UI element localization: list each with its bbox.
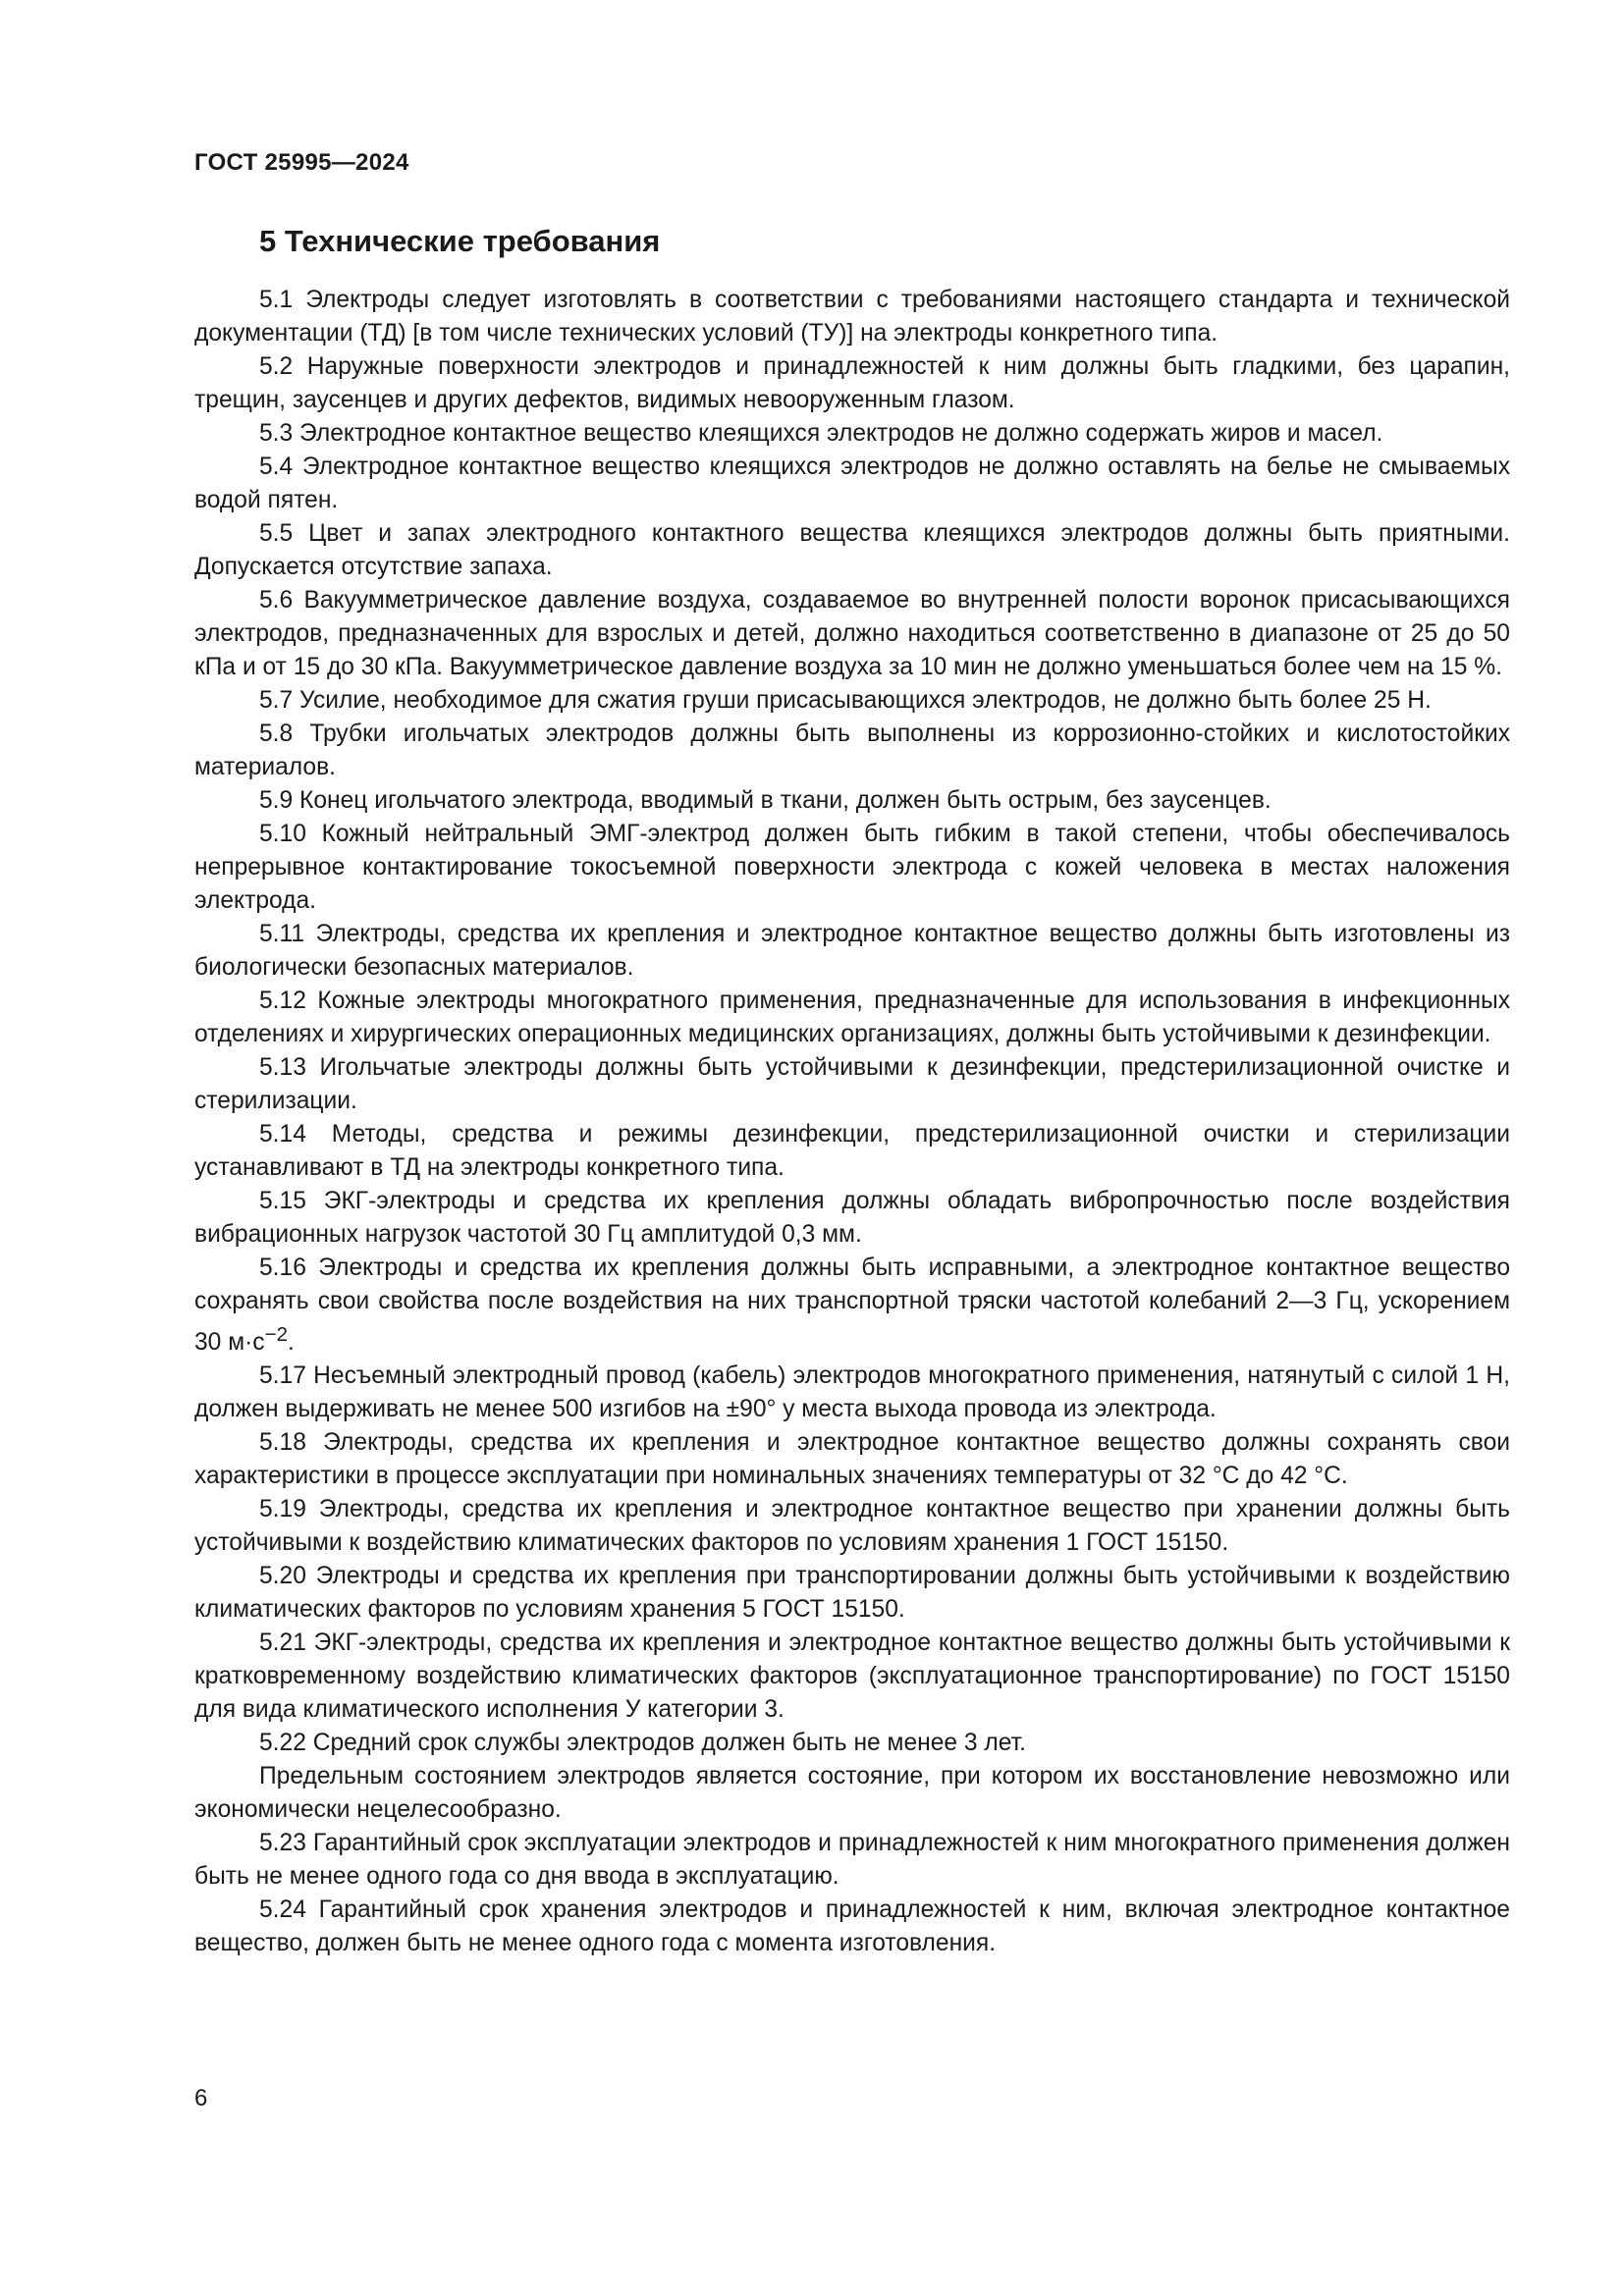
- paragraph-5-12: 5.12 Кожные электроды многократного применения, предназначенные для использования в инфекционных отделениях и хирургических операционных медицинских организациях, должны быть устойчивыми к дезинфекции.: [194, 988, 1510, 1047]
- paragraph-5-1: 5.1 Электроды следует изготовлять в соответствии с требованиями настоящего стандарта и технической документации (ТД) [в том числе технических условий (ТУ)] на электроды конкретного типа.: [194, 287, 1510, 347]
- paragraph-5-6: 5.6 Вакуумметрическое давление воздуха, создаваемое во внутренней полости воронок присасывающихся электродов, предназначенных для взрослых и детей, должно находиться соответственно в диапазоне от 25 до 50 кПа и от 15 до 30 кПа. Вакуумметрическое давление воздуха за 10 мин не должно уменьшаться более чем на 15 %.: [194, 587, 1510, 680]
- paragraph-5-5: 5.5 Цвет и запах электродного контактного вещества клеящихся электродов должны быть приятными. Допускается отсутствие запаха.: [194, 520, 1510, 580]
- paragraph-5-22-note: Предельным состоянием электродов является состояние, при котором их восстановление невозможно или экономически нецелесообразно.: [194, 1763, 1510, 1824]
- section-body: [194, 284, 1510, 1960]
- paragraph-5-13: 5.13 Игольчатые электроды должны быть устойчивыми к дезинфекции, предстерилизационной очистке и стерилизации.: [194, 1054, 1510, 1114]
- paragraph-5-17: 5.17 Несъемный электродный провод (кабель) электродов многократного применения, натянутый с силой 1 Н, должен выдерживать не менее 500 изгибов на ±90° у места выхода провода из электрода.: [194, 1362, 1510, 1423]
- paragraph-5-10: 5.10 Кожный нейтральный ЭМГ-электрод должен быть гибким в такой степени, чтобы обеспечивалось непрерывное контактирование токосъемной поверхности электрода с кожей человека в местах наложения электрода.: [194, 821, 1510, 914]
- paragraph-5-3: 5.3 Электродное контактное вещество клеящихся электродов не должно содержать жиров и масел.: [259, 420, 1383, 447]
- paragraph-5-11: 5.11 Электроды, средства их крепления и электродное контактное вещество должны быть изготовлены из биологически безопасных материалов.: [194, 921, 1510, 981]
- document-code-header: ГОСТ 25995—2024: [194, 149, 409, 176]
- paragraph-5-15: 5.15 ЭКГ-электроды и средства их крепления должны обладать вибропрочностью после воздействия вибрационных нагрузок частотой 30 Гц амплитудой 0,3 мм.: [194, 1188, 1510, 1248]
- paragraph-5-8: 5.8 Трубки игольчатых электродов должны быть выполнены из коррозионно-стойких и кислотостойких материалов.: [194, 721, 1510, 780]
- paragraph-5-16-text: 5.16 Электроды и средства их крепления должны быть исправными, а электродное контактное вещество сохранять свои свойства после воздействия на них транспортной тряски частотой колебаний 2—3 Гц, ускорением 30 м·с: [194, 1255, 1510, 1357]
- paragraph-5-22: 5.22 Средний срок службы электродов должен быть не менее 3 лет.: [259, 1730, 1026, 1757]
- paragraph-5-24: 5.24 Гарантийный срок хранения электродов и принадлежностей к ним, включая электродное контактное вещество, должен быть не менее одного года с момента изготовления.: [194, 1896, 1510, 1957]
- paragraph-5-14: 5.14 Методы, средства и режимы дезинфекции, предстерилизационной очистки и стерилизации устанавливают в ТД на электроды конкретного типа.: [194, 1121, 1510, 1181]
- paragraph-5-7: 5.7 Усилие, необходимое для сжатия груши присасывающихся электродов, не должно быть более 25 Н.: [259, 687, 1432, 714]
- page-number: 6: [194, 2085, 208, 2111]
- paragraph-5-9: 5.9 Конец игольчатого электрода, вводимый в ткани, должен быть острым, без заусенцев.: [259, 787, 1272, 814]
- paragraph-5-2: 5.2 Наружные поверхности электродов и принадлежностей к ним должны быть гладкими, без царапин, трещин, заусенцев и других дефектов, видимых невооруженным глазом.: [194, 353, 1510, 413]
- exponent-superscript: −2: [264, 1323, 288, 1346]
- section-title: 5 Технические требования: [259, 224, 661, 258]
- paragraph-5-20: 5.20 Электроды и средства их крепления при транспортировании должны быть устойчивыми к воздействию климатических факторов по условиям хранения 5 ГОСТ 15150.: [194, 1563, 1510, 1624]
- paragraph-5-19: 5.19 Электроды, средства их крепления и электродное контактное вещество при хранении должны быть устойчивыми к воздействию климатических факторов по условиям хранения 1 ГОСТ 15150.: [194, 1496, 1510, 1557]
- paragraph-5-21: 5.21 ЭКГ-электроды, средства их крепления и электродное контактное вещество должны быть устойчивыми к кратковременному воздействию климатических факторов (эксплуатационное транспортирование) по ГОСТ 15150 для вида климатического исполнения У категории 3.: [194, 1629, 1510, 1724]
- paragraph-5-4: 5.4 Электродное контактное вещество клеящихся электродов не должно оставлять на белье не смываемых водой пятен.: [194, 454, 1510, 513]
- paragraph-5-16-end: .: [287, 1329, 295, 1357]
- paragraph-5-23: 5.23 Гарантийный срок эксплуатации электродов и принадлежностей к ним многократного применения должен быть не менее одного года со дня ввода в эксплуатацию.: [194, 1830, 1510, 1891]
- paragraph-5-18: 5.18 Электроды, средства их крепления и электродное контактное вещество должны сохранять свои характеристики в процессе эксплуатации при номинальных значениях температуры от 32 °С до 42 °С.: [194, 1429, 1510, 1490]
- paragraph-5-16: [194, 1252, 1510, 1360]
